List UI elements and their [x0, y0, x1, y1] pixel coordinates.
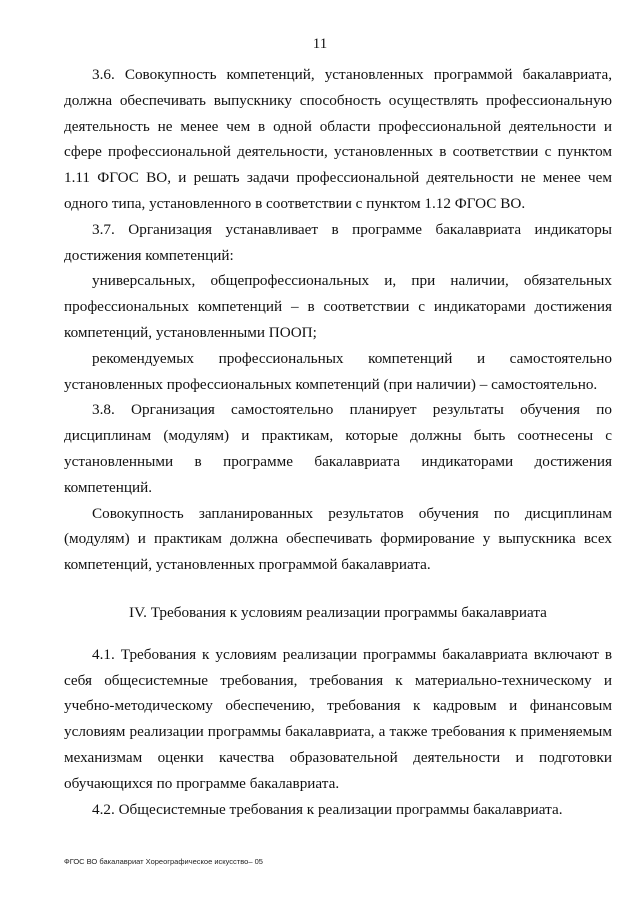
paragraph-planned-results: Совокупность запланированных результатов обучения по дисциплинам (модулям) и практикам должна обеспечивать формирование у выпускника всех компетенций, установленных программой бакалавриата. — [64, 504, 612, 574]
paragraph-4-2: 4.2. Общесистемные требования к реализации программы бакалавриата. — [92, 800, 563, 818]
page-content — [64, 62, 612, 822]
paragraph-3-8: 3.8. Организация самостоятельно планирует результаты обучения по дисциплинам (модулям) и практикам, которые должны быть соотнесены с установленными в программе бакалавриата индикаторами достижения компетенций. — [64, 401, 612, 496]
paragraph-universal-competencies: универсальных, общепрофессиональных и, при наличии, обязательных профессиональных компетенций – в соответствии с индикаторами достижения компетенций, установленными ПООП; — [64, 272, 612, 341]
page-number: 11 — [312, 36, 328, 52]
paragraph-3-7: 3.7. Организация устанавливает в программе бакалавриата индикаторы достижения компетенций: — [64, 220, 612, 264]
page-footer: ФГОС ВО бакалавриат Хореографическое искусство– 05 — [64, 857, 263, 866]
section-heading: IV. Требования к условиям реализации программы бакалавриата — [129, 603, 547, 621]
paragraph-4-1: 4.1. Требования к условиям реализации программы бакалавриата включают в себя общесистемные требования, требования к материально-техническому и учебно-методическому обеспечению, требования к кадровым и финансовым условиям реализации программы бакалавриата, а также требования к применяемым механизмам оценки качества образовательной деятельности и подготовки обучающихся по программе бакалавриата. — [64, 645, 612, 792]
paragraph-3-6: 3.6. Совокупность компетенций, установленных программой бакалавриата, должна обеспечивать выпускнику способность осуществлять профессиональную деятельность не менее чем в одной области профессиональной деятельности и сфере профессиональной деятельности, установленных в соответствии с пунктом 1.11 ФГОС ВО, и решать задачи профессиональной деятельности не менее чем одного типа, установленного в соответствии с пунктом 1.12 ФГОС ВО. — [64, 66, 612, 212]
paragraph-recommended-competencies: рекомендуемых профессиональных компетенций и самостоятельно установленных профессиональных компетенций (при наличии) – самостоятельно. — [64, 349, 612, 393]
